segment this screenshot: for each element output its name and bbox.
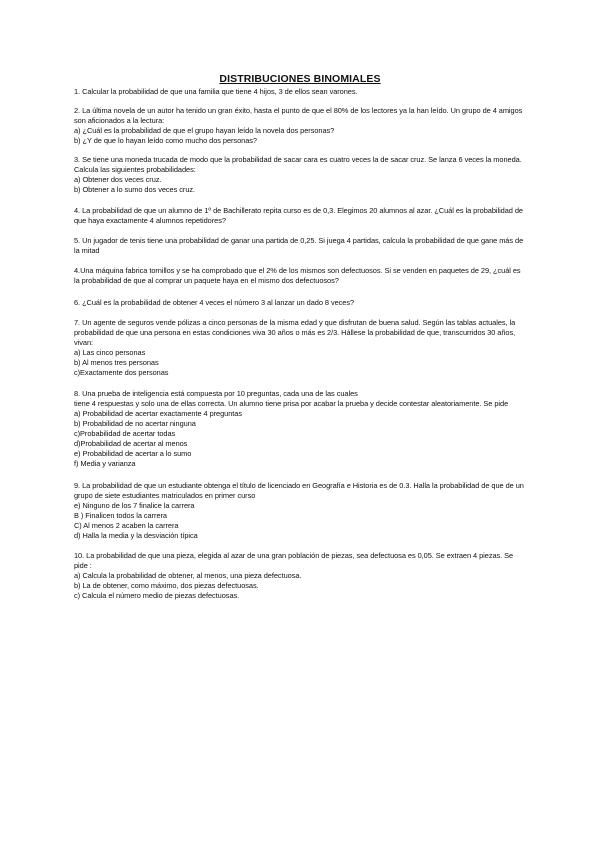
exercise-subitem: e) Probabilidad de acertar a lo sumo: [74, 449, 192, 458]
exercise-text: 4.Una máquina fabrica tornillos y se ha comprobado que el 2% de los mismos son defectuosos. Si se venden en paquetes de 29, ¿cuál es la probabilidad de que al comprar un paquete haya en el mismo dos defectuosos?: [74, 266, 521, 285]
exercise-subitem: b) La de obtener, como máximo, dos piezas defectuosas.: [74, 581, 259, 590]
exercise-9: [74, 481, 526, 541]
exercise-text: 4. La probabilidad de que un alumno de 1º de Bachillerato repita curso es de 0,3. Elegimos 20 alumnos al azar. ¿Cuál es la probabilidad de que haya exactamente 4 alumnos repetidores?: [74, 206, 523, 225]
exercise-subitem: b) Probabilidad de no acertar ninguna: [74, 419, 196, 428]
exercise-6: [74, 298, 526, 308]
page-title: DISTRIBUCIONES BINOMIALES: [219, 73, 381, 85]
exercise-subitem: e) Ninguno de los 7 finalice la carrera: [74, 501, 195, 510]
exercise-subitem: b) ¿Y de que lo hayan leído como mucho dos personas?: [74, 136, 257, 145]
exercise-text: tiene 4 respuestas y solo una de ellas correcta. Un alumno tiene prisa por acabar la prueba y decide contestar aleatoriamente. Se pide: [74, 399, 509, 408]
exercise-subitem: d)Probabilidad de acertar al menos: [74, 439, 188, 448]
exercise-subitem: a) Las cinco personas: [74, 348, 146, 357]
exercise-subitem: b) Al menos tres personas: [74, 358, 159, 367]
exercise-3: [74, 155, 526, 195]
exercise-text: 6. ¿Cuál es la probabilidad de obtener 4 veces el número 3 al lanzar un dado 8 veces?: [74, 298, 355, 307]
exercise-subitem: d) Halla la media y la desviación típica: [74, 531, 198, 540]
exercise-text: 10. La probabilidad de que una pieza, elegida al azar de una gran población de piezas, sea defectuosa es 0,05. Se extraen 4 piezas. Se pide :: [74, 551, 514, 570]
exercise-text: 2. La última novela de un autor ha tenido un gran éxito, hasta el punto de que el 80% de los lectores ya la han leído. Un grupo de 4 amigos son aficionados a la lectura:: [74, 106, 523, 125]
exercise-subitem: c)Probabilidad de acertar todas: [74, 429, 176, 438]
exercise-subitem: c)Exactamente dos personas: [74, 368, 169, 377]
exercise-text: 9. La probabilidad de que un estudiante obtenga el título de licenciado en Geografía e Historia es de 0.3. Halla la probabilidad de que de un grupo de siete estudiantes matriculados en primer curso: [74, 481, 524, 500]
exercise-5: [74, 236, 526, 256]
exercise-subitem: b) Obtener a lo sumo dos veces cruz.: [74, 185, 196, 194]
exercise-8: [74, 389, 526, 469]
exercise-text: 3. Se tiene una moneda trucada de modo que la probabilidad de sacar cara es cuatro veces la de sacar cruz. Se lanza 6 veces la moneda. Calcula las siguientes probabilidades:: [74, 155, 522, 174]
exercise-2: [74, 106, 526, 146]
exercise-list: [74, 87, 526, 601]
exercise-text: 1. Calcular la probabilidad de que una familia que tiene 4 hijos, 3 de ellos sean varones.: [74, 87, 358, 96]
exercise-subitem: a) ¿Cuál es la probabilidad de que el grupo hayan leído la novela dos personas?: [74, 126, 335, 135]
exercise-subitem: a) Obtener dos veces cruz.: [74, 175, 162, 184]
exercise-text: 7. Un agente de seguros vende pólizas a cinco personas de la misma edad y que disfrutan de buena salud. Según las tablas actuales, la probabilidad de que una persona en estas condiciones viva 30 años o más es 2/3. Hállese la probabilidad de que, transcurridos 30 años, vivan:: [74, 318, 516, 347]
exercise-subitem: a) Probabilidad de acertar exactamente 4 preguntas: [74, 409, 243, 418]
exercise-10: [74, 551, 526, 601]
exercise-7: [74, 318, 526, 378]
exercise-text: 8. Una prueba de inteligencia está compuesta por 10 preguntas, cada una de las cuales: [74, 389, 358, 398]
exercise-4-bis: [74, 266, 526, 286]
exercise-subitem: B ) Finalicen todos la carrera: [74, 511, 167, 520]
exercise-subitem: f) Media y varianza: [74, 459, 136, 468]
exercise-4: [74, 206, 526, 226]
exercise-1: [74, 87, 526, 97]
exercise-subitem: C) Al menos 2 acaben la carrera: [74, 521, 179, 530]
exercise-subitem: c) Calcula el número medio de piezas defectuosas.: [74, 591, 240, 600]
exercise-subitem: a) Calcula la probabilidad de obtener, al menos, una pieza defectuosa.: [74, 571, 302, 580]
exercise-text: 5. Un jugador de tenis tiene una probabilidad de ganar una partida de 0,25. Si juega 4 partidas, calcula la probabilidad de que gane más de la mitad: [74, 236, 524, 255]
